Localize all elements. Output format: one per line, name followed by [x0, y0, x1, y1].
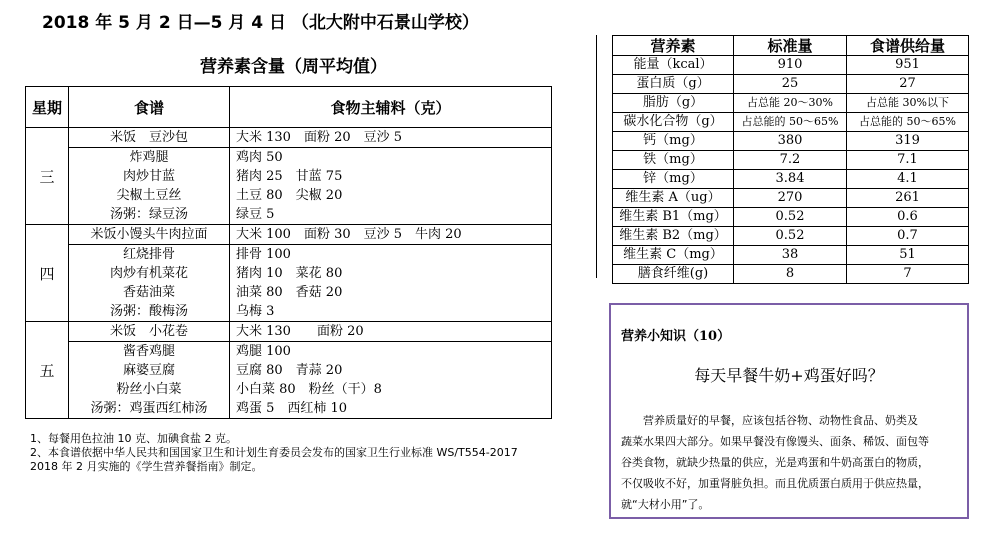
ingredient-item: 猪肉 25 甘蓝 75	[236, 169, 343, 184]
standard-value: 380	[734, 132, 847, 151]
nutrition-row	[613, 94, 969, 113]
food-item: 汤粥：鸡蛋西红柿汤	[90, 401, 208, 416]
nutrition-header-row	[613, 36, 969, 56]
nutrition-row	[613, 246, 969, 265]
supply-value: 4.1	[847, 170, 969, 189]
supply-value: 占总能 30%以下	[847, 94, 969, 113]
standard-value: 8	[734, 265, 847, 284]
divider-line	[596, 35, 597, 278]
menu-row	[26, 148, 552, 225]
nutrient-name: 碳水化合物（g）	[613, 113, 734, 132]
supply-value: 占总能的 50～65%	[847, 113, 969, 132]
ingredient-item: 大米 130 面粉 20	[236, 324, 364, 339]
supply-value: 51	[847, 246, 969, 265]
food-item: 米饭小馒头牛肉拉面	[90, 227, 208, 242]
food-item: 炸鸡腿	[129, 150, 169, 165]
ingredient-item: 鸡腿 100	[236, 344, 291, 359]
food-item: 尖椒土豆丝	[116, 188, 182, 203]
standard-value: 25	[734, 75, 847, 94]
supply-value: 261	[847, 189, 969, 208]
nutrient-name: 维生素 B2（mg）	[613, 227, 734, 246]
standard-value: 占总能的 50～65%	[734, 113, 847, 132]
tip-title: 营养小知识（10）	[621, 329, 731, 344]
nutrition-row	[613, 227, 969, 246]
food-item: 米饭 豆沙包	[109, 130, 188, 145]
menu-table	[25, 86, 552, 419]
nutrition-row	[613, 151, 969, 170]
footnote-line: 2018 年 2 月实施的《学生营养餐指南》制定。	[30, 460, 263, 473]
menu-row	[26, 245, 552, 322]
supply-header: 食谱供给量	[847, 36, 969, 56]
nutrition-row	[613, 189, 969, 208]
nutrient-header: 营养素	[613, 36, 734, 56]
nutrition-row	[613, 265, 969, 284]
nutrition-row	[613, 56, 969, 75]
ingredients-header: 食物主辅料（克）	[230, 87, 552, 128]
ingredient-item: 大米 130 面粉 20 豆沙 5	[236, 130, 403, 145]
ingredient-item: 乌梅 3	[236, 304, 275, 319]
supply-value: 319	[847, 132, 969, 151]
nutrition-row	[613, 132, 969, 151]
food-item: 粉丝小白菜	[116, 382, 182, 397]
menu-row	[26, 128, 552, 148]
menu-row	[26, 342, 552, 419]
nutrient-name: 维生素 A（ug）	[613, 189, 734, 208]
ingredient-item: 猪肉 10 菜花 80	[236, 266, 343, 281]
tip-line: 不仅吸收不好，加重肾脏负担。而且优质蛋白质用于供应热量，	[621, 477, 929, 490]
nutrition-subtitle: 营养素含量（周平均值）	[200, 57, 387, 77]
standard-value: 占总能 20～30%	[734, 94, 847, 113]
menu-row	[26, 322, 552, 342]
day-header: 星期	[26, 87, 69, 128]
food-header: 食谱	[69, 87, 230, 128]
ingredient-item: 小白菜 80 粉丝（干）8	[236, 382, 382, 397]
supply-value: 7.1	[847, 151, 969, 170]
ingredient-item: 鸡肉 50	[236, 150, 283, 165]
tip-line: 谷类食物，就缺少热量的供应，光是鸡蛋和牛奶高蛋白的物质，	[621, 456, 929, 469]
nutrient-name: 脂肪（g）	[613, 94, 734, 113]
ingredient-item: 排骨 100	[236, 247, 291, 262]
nutrient-name: 维生素 C（mg）	[613, 246, 734, 265]
ingredient-item: 豆腐 80 青蒜 20	[236, 363, 343, 378]
standard-value: 38	[734, 246, 847, 265]
standard-value: 0.52	[734, 208, 847, 227]
food-item: 米饭 小花卷	[109, 324, 188, 339]
day-cell: 三	[26, 128, 69, 225]
nutrition-row	[613, 75, 969, 94]
food-item: 肉炒甘蓝	[122, 169, 175, 184]
food-item: 汤粥：酸梅汤	[109, 304, 188, 319]
food-item: 红烧排骨	[122, 247, 175, 262]
ingredient-item: 鸡蛋 5 西红柿 10	[236, 401, 348, 416]
standard-value: 910	[734, 56, 847, 75]
food-item: 香菇油菜	[122, 285, 175, 300]
standard-header: 标准量	[734, 36, 847, 56]
food-item: 肉炒有机菜花	[109, 266, 188, 281]
food-item: 酱香鸡腿	[122, 344, 175, 359]
nutrient-name: 锌（mg）	[613, 170, 734, 189]
nutrient-name: 维生素 B1（mg）	[613, 208, 734, 227]
standard-value: 7.2	[734, 151, 847, 170]
nutrition-table	[612, 35, 969, 284]
footnote-line: 2、本食谱依据中华人民共和国国家卫生和计划生育委员会发布的国家卫生行业标准 WS/T554-2017	[30, 446, 518, 459]
tip-line: 营养质量好的早餐，应该包括谷物、动物性食品、奶类及	[621, 414, 918, 427]
supply-value: 0.7	[847, 227, 969, 246]
ingredient-item: 大米 100 面粉 30 豆沙 5 牛肉 20	[236, 227, 462, 242]
nutrient-name: 铁（mg）	[613, 151, 734, 170]
nutrient-name: 能量（kcal）	[613, 56, 734, 75]
menu-row	[26, 225, 552, 245]
supply-value: 0.6	[847, 208, 969, 227]
tip-line: 就“大材小用”了。	[621, 498, 710, 511]
day-cell: 五	[26, 322, 69, 419]
ingredient-item: 油菜 80 香菇 20	[236, 285, 343, 300]
ingredient-item: 绿豆 5	[236, 207, 275, 222]
nutrition-row	[613, 208, 969, 227]
standard-value: 270	[734, 189, 847, 208]
tip-line: 蔬菜水果四大部分。如果早餐没有像馒头、面条、稀饭、面包等	[621, 435, 929, 448]
food-item: 汤粥：绿豆汤	[109, 207, 188, 222]
tip-question: 每天早餐牛奶+鸡蛋好吗？	[694, 366, 884, 385]
page-title: 2018 年 5 月 2 日—5 月 4 日 （北大附中石景山学校）	[42, 13, 479, 33]
nutrient-name: 钙（mg）	[613, 132, 734, 151]
supply-value: 951	[847, 56, 969, 75]
ingredient-item: 土豆 80 尖椒 20	[236, 188, 343, 203]
tip-body	[621, 410, 961, 515]
food-item: 麻婆豆腐	[122, 363, 175, 378]
footnote-line: 1、每餐用色拉油 10 克、加碘食盐 2 克。	[30, 432, 237, 445]
nutrition-row	[613, 170, 969, 189]
supply-value: 27	[847, 75, 969, 94]
standard-value: 0.52	[734, 227, 847, 246]
nutrient-name: 膳食纤维(g)	[613, 265, 734, 284]
menu-header-row	[26, 87, 552, 128]
nutrition-tip-box	[609, 303, 969, 519]
supply-value: 7	[847, 265, 969, 284]
footnotes	[30, 432, 560, 474]
nutrient-name: 蛋白质（g）	[613, 75, 734, 94]
nutrition-row	[613, 113, 969, 132]
standard-value: 3.84	[734, 170, 847, 189]
day-cell: 四	[26, 225, 69, 322]
